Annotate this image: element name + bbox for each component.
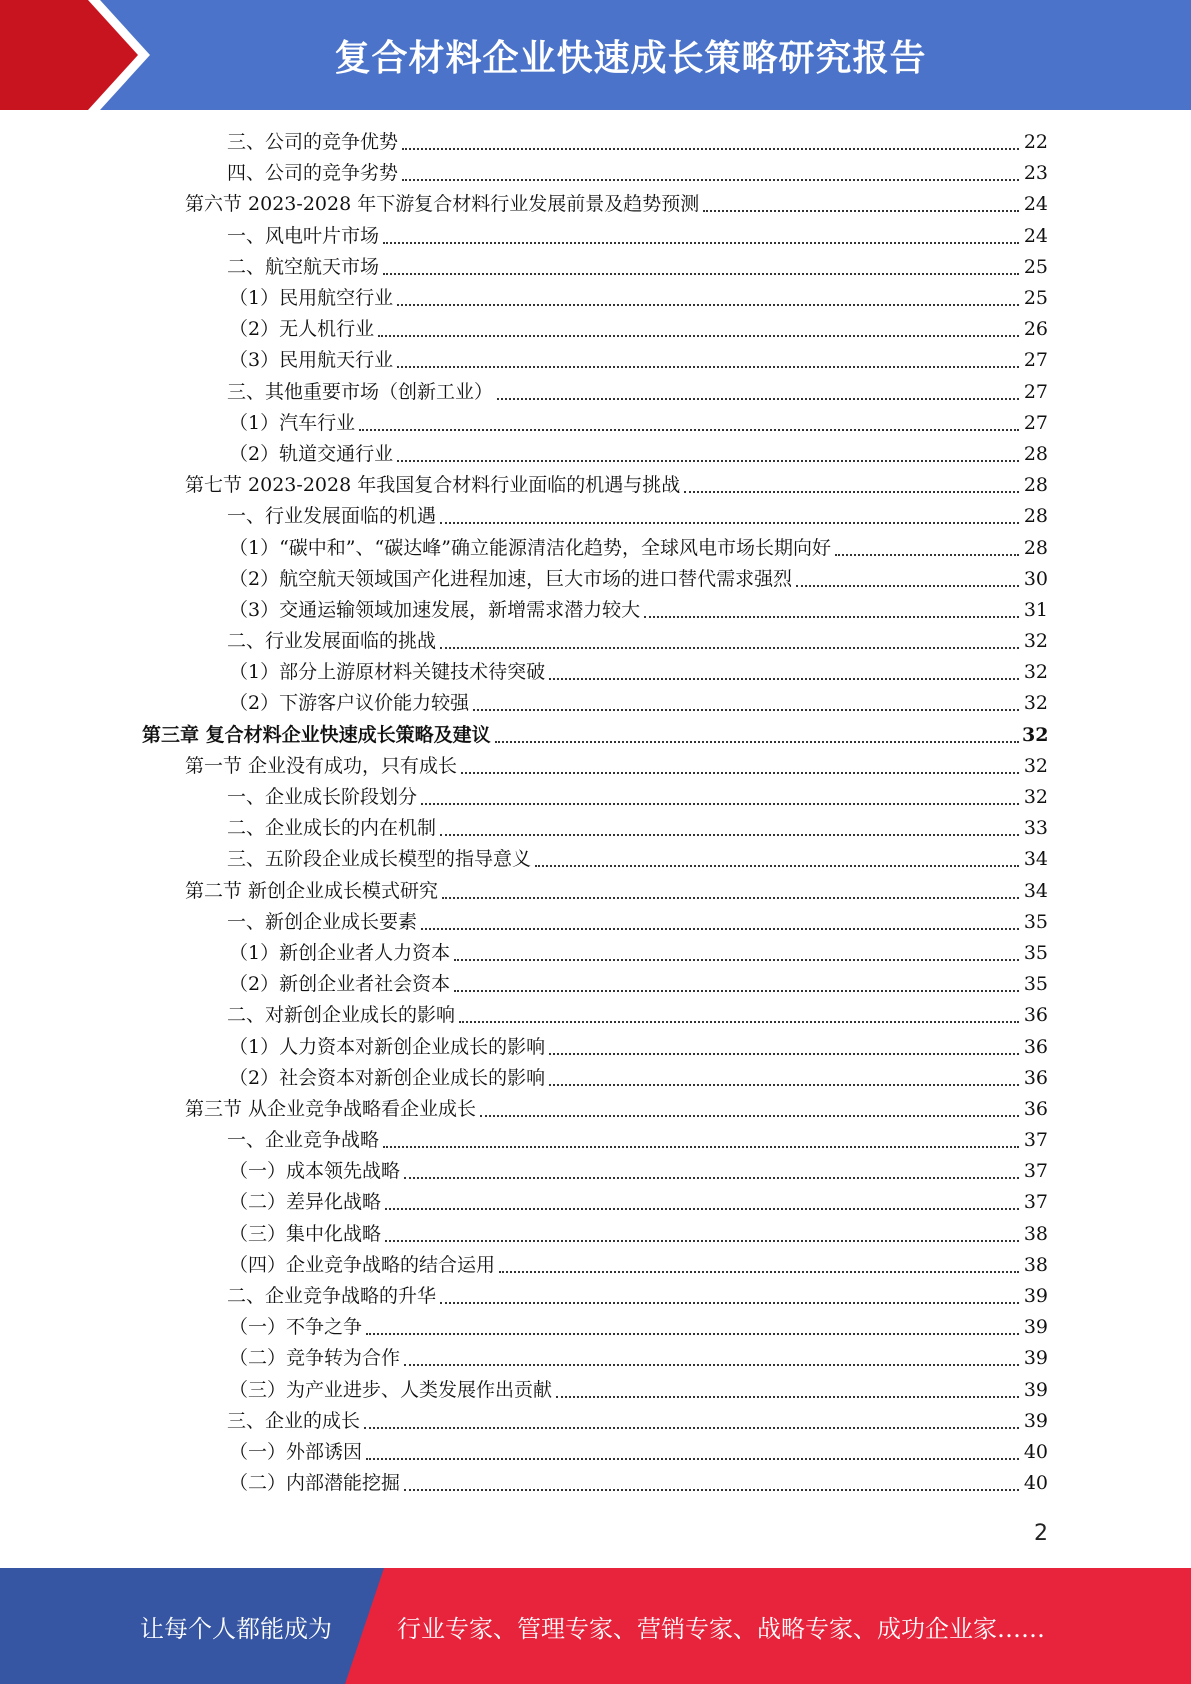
toc-entry-page: 39 (1023, 1409, 1048, 1432)
toc-entry-page: 32 (1023, 786, 1048, 809)
toc-entry-page: 36 (1023, 1004, 1048, 1027)
toc-leader-dots (404, 1468, 1019, 1499)
toc-entry[interactable] (0, 1187, 1191, 1218)
toc-entry-label: （三）集中化战略 (229, 1222, 382, 1245)
toc-entry-page: 36 (1023, 1035, 1048, 1058)
toc-entry-label: 一、行业发展面临的机遇 (227, 505, 437, 528)
toc-entry-page: 39 (1023, 1316, 1048, 1339)
toc-entry[interactable] (0, 252, 1191, 283)
toc-entry-page: 33 (1023, 817, 1048, 840)
toc-entry-page: 38 (1023, 1253, 1048, 1276)
toc-leader-dots (383, 221, 1019, 252)
toc-entry-page: 34 (1023, 879, 1048, 902)
toc-leader-dots (549, 1063, 1019, 1094)
toc-leader-dots (421, 782, 1019, 813)
toc-leader-dots (549, 657, 1019, 688)
toc-leader-dots (480, 1094, 1019, 1125)
toc-entry-page: 37 (1023, 1129, 1048, 1152)
toc-leader-dots (684, 470, 1019, 501)
toc-entry-page: 28 (1023, 442, 1048, 465)
toc-entry-page: 30 (1023, 567, 1048, 590)
toc-entry-page: 28 (1023, 474, 1048, 497)
toc-entry-label: 二、行业发展面临的挑战 (227, 630, 437, 653)
toc-entry-page: 25 (1023, 255, 1048, 278)
toc-entry-page: 32 (1023, 754, 1048, 777)
toc-entry-page: 27 (1023, 411, 1048, 434)
toc-entry-page: 32 (1022, 723, 1049, 746)
toc-entry[interactable] (0, 844, 1191, 875)
toc-entry[interactable] (0, 408, 1191, 439)
toc-entry-page: 35 (1023, 910, 1048, 933)
table-of-contents (0, 127, 1191, 1499)
toc-leader-dots (535, 844, 1019, 875)
toc-entry-label: （3）交通运输领域加速发展，新增需求潜力较大 (229, 598, 641, 621)
page-header (0, 0, 1191, 110)
toc-entry-page: 25 (1023, 287, 1048, 310)
toc-entry[interactable] (0, 1063, 1191, 1094)
toc-entry[interactable] (0, 501, 1191, 532)
toc-entry-label: 第三节 从企业竞争战略看企业成长 (185, 1097, 477, 1120)
toc-entry-label: 第七节 2023-2028 年我国复合材料行业面临的机遇与挑战 (185, 474, 681, 497)
toc-entry-page: 28 (1023, 536, 1048, 559)
toc-entry-label: 第一节 企业没有成功，只有成长 (185, 754, 458, 777)
toc-entry-page: 27 (1023, 349, 1048, 372)
toc-entry[interactable] (0, 1375, 1191, 1406)
toc-entry-label: （二）内部潜能挖掘 (229, 1472, 401, 1495)
toc-entry-page: 26 (1023, 318, 1048, 341)
toc-leader-dots (402, 158, 1019, 189)
toc-entry-label: （1）人力资本对新创企业成长的影响 (229, 1035, 546, 1058)
toc-leader-dots (366, 1312, 1019, 1343)
toc-entry[interactable] (0, 657, 1191, 688)
toc-entry-page: 32 (1023, 661, 1048, 684)
toc-leader-dots (499, 1250, 1019, 1281)
toc-entry-label: （2）下游客户议价能力较强 (229, 692, 470, 715)
toc-leader-dots (495, 720, 1019, 751)
toc-leader-dots (383, 252, 1019, 283)
toc-leader-dots (442, 876, 1019, 907)
toc-entry[interactable] (0, 907, 1191, 938)
toc-entry-label: （3）民用航天行业 (229, 349, 394, 372)
toc-entry-label: 一、企业成长阶段划分 (227, 786, 418, 809)
toc-entry-label: 二、航空航天市场 (227, 255, 380, 278)
toc-entry-label: 第六节 2023-2028 年下游复合材料行业发展前景及趋势预测 (185, 193, 700, 216)
toc-entry[interactable] (0, 1343, 1191, 1374)
footer-slogan-left: 让每个人都能成为 (140, 1614, 332, 1643)
toc-entry[interactable] (0, 1406, 1191, 1437)
toc-leader-dots (473, 688, 1019, 719)
toc-leader-dots (404, 1343, 1019, 1374)
toc-leader-dots (383, 1125, 1019, 1156)
toc-entry[interactable] (0, 1468, 1191, 1499)
toc-leader-dots (497, 377, 1019, 408)
toc-entry[interactable] (0, 189, 1191, 220)
toc-leader-dots (454, 938, 1019, 969)
toc-entry-label: 二、企业成长的内在机制 (227, 817, 437, 840)
toc-leader-dots (364, 1406, 1019, 1437)
toc-entry-page: 34 (1023, 848, 1048, 871)
toc-entry-label: 二、企业竞争战略的升华 (227, 1285, 437, 1308)
toc-leader-dots (454, 969, 1019, 1000)
toc-entry-label: 三、企业的成长 (227, 1409, 361, 1432)
toc-entry[interactable] (0, 1250, 1191, 1281)
toc-leader-dots (796, 564, 1019, 595)
toc-entry[interactable] (0, 688, 1191, 719)
toc-entry-label: （一）外部诱因 (229, 1440, 363, 1463)
toc-entry-label: （2）新创企业者社会资本 (229, 973, 451, 996)
toc-entry[interactable] (0, 1156, 1191, 1187)
toc-entry-label: （2）无人机行业 (229, 318, 375, 341)
toc-entry-label: （2）航空航天领域国产化进程加速，巨大市场的进口替代需求强烈 (229, 567, 793, 590)
toc-entry-label: （1）部分上游原材料关键技术待突破 (229, 661, 546, 684)
toc-entry-page: 39 (1023, 1378, 1048, 1401)
page-footer (0, 1568, 1191, 1684)
toc-entry-label: （1）新创企业者人力资本 (229, 941, 451, 964)
toc-entry-label: 第二节 新创企业成长模式研究 (185, 879, 439, 902)
toc-entry[interactable] (0, 221, 1191, 252)
toc-leader-dots (378, 314, 1019, 345)
toc-entry-page: 39 (1023, 1347, 1048, 1370)
toc-entry[interactable] (0, 1219, 1191, 1250)
toc-entry[interactable] (0, 969, 1191, 1000)
toc-entry[interactable] (0, 1000, 1191, 1031)
toc-leader-dots (385, 1219, 1019, 1250)
toc-entry[interactable] (0, 626, 1191, 657)
toc-entry-page: 39 (1023, 1285, 1048, 1308)
toc-entry[interactable] (0, 751, 1191, 782)
toc-entry-label: 二、对新创企业成长的影响 (227, 1004, 456, 1027)
toc-leader-dots (440, 813, 1019, 844)
toc-entry[interactable] (0, 1125, 1191, 1156)
toc-entry[interactable] (0, 1437, 1191, 1468)
toc-entry[interactable] (0, 876, 1191, 907)
toc-leader-dots (385, 1187, 1019, 1218)
toc-leader-dots (440, 1281, 1019, 1312)
toc-entry[interactable] (0, 1312, 1191, 1343)
toc-leader-dots (421, 907, 1019, 938)
toc-entry-page: 37 (1023, 1191, 1048, 1214)
toc-entry[interactable] (0, 439, 1191, 470)
toc-entry-label: （1）汽车行业 (229, 411, 356, 434)
toc-entry-page: 32 (1023, 692, 1048, 715)
toc-leader-dots (366, 1437, 1019, 1468)
toc-entry[interactable] (0, 532, 1191, 563)
toc-entry-label: （四）企业竞争战略的结合运用 (229, 1253, 496, 1276)
toc-entry-page: 37 (1023, 1160, 1048, 1183)
toc-leader-dots (397, 439, 1019, 470)
toc-leader-dots (644, 595, 1019, 626)
toc-entry-label: （2）轨道交通行业 (229, 442, 394, 465)
toc-leader-dots (459, 1000, 1019, 1031)
toc-entry[interactable] (0, 720, 1191, 751)
toc-entry-page: 38 (1023, 1222, 1048, 1245)
toc-entry-label: 一、新创企业成长要素 (227, 910, 418, 933)
report-title: 复合材料企业快速成长策略研究报告 (334, 37, 927, 79)
toc-entry-label: （二）差异化战略 (229, 1191, 382, 1214)
toc-entry[interactable] (0, 782, 1191, 813)
toc-entry[interactable] (0, 1094, 1191, 1125)
toc-entry[interactable] (0, 564, 1191, 595)
toc-entry[interactable] (0, 314, 1191, 345)
toc-entry-page: 27 (1023, 380, 1048, 403)
toc-leader-dots (440, 501, 1019, 532)
toc-entry-page: 40 (1023, 1472, 1048, 1495)
toc-entry-label: 第三章 复合材料企业快速成长策略及建议 (142, 723, 491, 746)
toc-entry-page: 22 (1023, 131, 1048, 154)
toc-entry-page: 23 (1023, 162, 1048, 185)
toc-entry-page: 36 (1023, 1066, 1048, 1089)
toc-entry[interactable] (0, 127, 1191, 158)
toc-leader-dots (402, 127, 1019, 158)
toc-leader-dots (397, 345, 1019, 376)
toc-leader-dots (703, 189, 1019, 220)
toc-entry-label: 一、风电叶片市场 (227, 224, 380, 247)
toc-leader-dots (397, 283, 1019, 314)
toc-entry-label: 三、五阶段企业成长模型的指导意义 (227, 848, 532, 871)
toc-entry-page: 31 (1023, 598, 1048, 621)
toc-entry-label: （三）为产业进步、人类发展作出贡献 (229, 1378, 553, 1401)
toc-entry-label: （二）竞争转为合作 (229, 1347, 401, 1370)
toc-entry[interactable] (0, 813, 1191, 844)
page-number: 2 (1034, 1521, 1048, 1546)
toc-entry[interactable] (0, 938, 1191, 969)
toc-entry[interactable] (0, 470, 1191, 501)
toc-leader-dots (440, 626, 1019, 657)
toc-entry-label: 三、其他重要市场（创新工业） (227, 380, 494, 403)
toc-leader-dots (461, 751, 1019, 782)
toc-leader-dots (404, 1156, 1019, 1187)
toc-entry[interactable] (0, 1031, 1191, 1062)
toc-entry-label: （1）民用航空行业 (229, 287, 394, 310)
toc-leader-dots (549, 1032, 1019, 1063)
toc-leader-dots (835, 533, 1019, 564)
toc-entry-page: 40 (1023, 1440, 1048, 1463)
toc-entry-page: 35 (1023, 941, 1048, 964)
toc-leader-dots (359, 408, 1019, 439)
toc-entry-page: 35 (1023, 973, 1048, 996)
toc-entry-page: 36 (1023, 1097, 1048, 1120)
toc-entry-page: 24 (1023, 224, 1048, 247)
footer-slogan-right: 行业专家、管理专家、营销专家、战略专家、成功企业家…… (397, 1614, 1045, 1643)
toc-entry[interactable] (0, 595, 1191, 626)
toc-entry[interactable] (0, 1281, 1191, 1312)
toc-entry-page: 24 (1023, 193, 1048, 216)
toc-entry-label: 三、公司的竞争优势 (227, 131, 399, 154)
toc-entry-label: 一、企业竞争战略 (227, 1129, 380, 1152)
toc-entry-label: （1）“碳中和”、“碳达峰”确立能源清洁化趋势，全球风电市场长期向好 (229, 536, 831, 559)
toc-entry[interactable] (0, 283, 1191, 314)
toc-entry-label: （一）成本领先战略 (229, 1160, 401, 1183)
toc-entry-page: 28 (1023, 505, 1048, 528)
header-arrow-decoration (0, 0, 160, 110)
toc-entry[interactable] (0, 377, 1191, 408)
toc-entry-label: （一）不争之争 (229, 1316, 363, 1339)
toc-entry[interactable] (0, 345, 1191, 376)
toc-entry-label: 四、公司的竞争劣势 (227, 162, 399, 185)
toc-leader-dots (556, 1375, 1019, 1406)
toc-entry-page: 32 (1023, 630, 1048, 653)
toc-entry-label: （2）社会资本对新创企业成长的影响 (229, 1066, 546, 1089)
toc-entry[interactable] (0, 158, 1191, 189)
